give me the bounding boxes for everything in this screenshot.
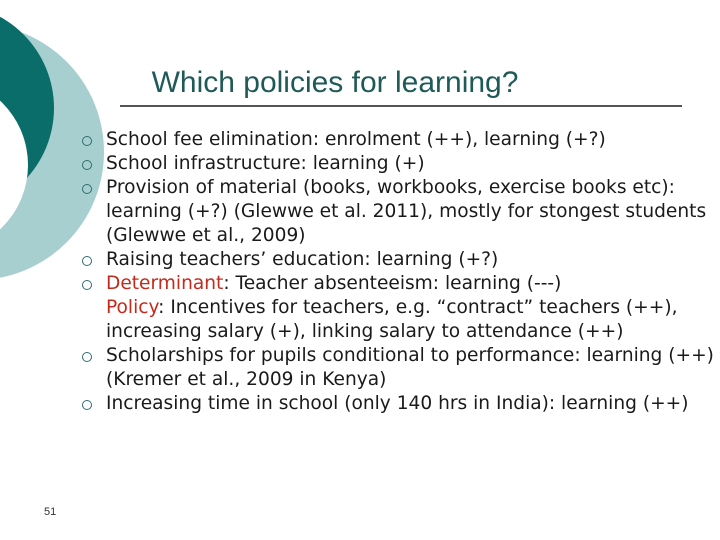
bullet-item xyxy=(78,344,718,392)
bullet-text: School fee elimination: enrolment (++), learning (+?) xyxy=(106,129,606,150)
bullet-text: Scholarships for pupils conditional to performance: learning (++) (Kremer et al., 2009 in Kenya) xyxy=(106,345,714,390)
page-number: 51 xyxy=(44,506,57,518)
slide-title: Which policies for learning? xyxy=(151,66,519,99)
bullet-item xyxy=(78,152,718,176)
bullet-marker-icon xyxy=(82,160,92,170)
bullet-text: School infrastructure: learning (+) xyxy=(106,153,425,174)
bullet-item xyxy=(78,272,718,344)
bullet-marker-icon xyxy=(82,256,92,266)
bullet-item xyxy=(78,248,718,272)
bullet-text: Raising teachers’ education: learning (+?) xyxy=(106,249,499,270)
bullet-marker-icon xyxy=(82,280,92,290)
bullet-text: : Teacher absenteeism: learning (---) xyxy=(223,273,562,294)
determinant-label: Determinant xyxy=(106,273,224,294)
bullet-text: : Incentives for teachers, e.g. “contract” teachers (++), increasing salary (+), linking salary to attendance (++) xyxy=(106,297,678,342)
bullet-list xyxy=(78,128,718,416)
bullet-item xyxy=(78,176,718,248)
bullet-text: Provision of material (books, workbooks, exercise books etc): learning (+?) (Glewwe et al. 2011), mostly for stongest students (Glewwe et al., 2009) xyxy=(106,177,707,246)
bullet-marker-icon xyxy=(82,184,92,194)
bullet-marker-icon xyxy=(82,136,92,146)
policy-label: Policy xyxy=(106,297,159,318)
bullet-text: Increasing time in school (only 140 hrs in India): learning (++) xyxy=(106,393,689,414)
bullet-marker-icon xyxy=(82,352,92,362)
title-underline xyxy=(120,105,682,107)
bullet-marker-icon xyxy=(82,400,92,410)
bullet-item xyxy=(78,392,718,416)
bullet-item xyxy=(78,128,718,152)
